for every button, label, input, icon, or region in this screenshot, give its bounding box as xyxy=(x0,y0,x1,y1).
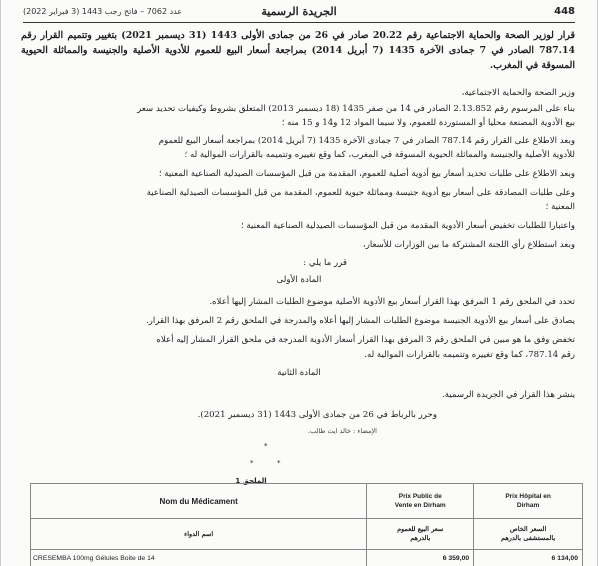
preamble-line: وبعد استطلاع رأي اللجنة المشتركة ما بين الوزارات للأسعار، xyxy=(362,240,575,250)
preamble-line: المعنية ؛ xyxy=(545,202,575,212)
header-hospital-price xyxy=(474,484,583,519)
header-public-price xyxy=(367,484,474,519)
table-row xyxy=(31,550,583,566)
article-1-heading: المادة الأولى xyxy=(276,275,322,285)
preamble-line: بناء على المرسوم رقم 2.13.852 الصادر في 14 من صفر 1435 (18 ديسمبر 2013) المتعلق بشروط وكيفيات تحديد سعر xyxy=(137,104,575,114)
decree-title: قرار لوزير الصحة والحماية الاجتماعية رقم 20.22 صادر في 26 من جمادى الأولى 1443 (31 ديسمبر 2021) بتغيير وتتميم القرار رقم 787.14 الصادر في 7 جمادى الآخرة 1435 (7 أبريل 2014) بمراجعة أسعار البيع للعموم للأدوية الأصلية والجنيسة والمماثلة الحيوية المسوقة في المغرب. xyxy=(21,30,575,71)
table-header-row-ar xyxy=(31,519,583,550)
article-2-heading: المادة الثانية xyxy=(277,368,321,378)
header-public-price-line: Vente en Dirham xyxy=(394,502,446,509)
separator-star: * xyxy=(277,459,281,467)
table-header-row xyxy=(31,484,583,519)
article-1-line: رقم 787.14، كما وقع تغييره وتتميمه بالقرارات الموالية له. xyxy=(364,350,575,360)
preamble-line: وبعد الاطلاع على طلبات تحديد أسعار بيع أدوية أصلية للعموم، المقدمة من قبل المؤسسات الصيدلية الصناعية المعنية ؛ xyxy=(158,169,575,179)
header-public-price-ar-line: بالدرهم xyxy=(410,534,431,542)
issue-info: عدد 7062 – فاتح رجب 1443 (3 فبراير 2022) xyxy=(23,7,183,16)
signature: الإمضاء : خالد ايت طالب. xyxy=(307,427,377,435)
preamble-line: وبعد الاطلاع على القرار رقم 787.14 الصادر في 7 جمادى الآخرة 1435 (7 أبريل 2014) بمراجعة أسعار البيع للعموم xyxy=(158,136,575,146)
hospital-price-cell: 6 134,00 xyxy=(474,550,583,566)
annexe-title: الملحق 1 xyxy=(235,477,267,485)
header-hospital-price-ar xyxy=(474,519,583,550)
header-medicine-name: Nom du Médicament xyxy=(31,484,367,519)
preamble-line: بيع الأدوية المصنعة محليا أو المستوردة للعموم، ولا سيما المواد 12 و14 و 15 منه ؛ xyxy=(281,118,575,128)
article-1-line: تحدد في الملحق رقم 1 المرفق بهذا القرار أسعار بيع الأدوية الأصلية موضوع الطلبات المشار إليها أعلاه. xyxy=(209,297,575,307)
header-public-price-ar-line: سعر البيع للعموم xyxy=(397,525,444,533)
header-hospital-price-ar-line: السعر الخاص xyxy=(509,525,547,533)
header-public-price-ar xyxy=(367,519,474,550)
separator-star: * xyxy=(264,442,268,450)
page-header xyxy=(23,6,575,23)
medicine-name-cell: CRESEMBA 100mg Gélules Boite de 14 xyxy=(31,550,367,566)
decision-line: قرر ما يلي : xyxy=(303,258,347,268)
separator-star: * xyxy=(250,459,254,467)
public-price-cell: 6 359,00 xyxy=(367,550,474,566)
header-hospital-price-line: Dirham xyxy=(516,502,540,509)
header-hospital-price-ar-line: بالمستشفى بالدرهم xyxy=(501,534,556,542)
preamble-line: للأدوية الأصلية والجنيسة والمماثلة الحيوية المسوقة في المغرب، كما وقع تغييره وتتميمه بالقرارات الموالية له ؛ xyxy=(184,150,575,160)
article-2-line: ينشر هذا القرار في الجريدة الرسمية. xyxy=(442,390,575,400)
header-medicine-name-ar: اسم الدواء xyxy=(31,519,367,550)
price-table xyxy=(30,483,583,566)
preamble-line: واعتبارا للطلبات تخفيض أسعار الأدوية المقدمة من قبل المؤسسات الصيدلية الصناعية المعنية ؛ xyxy=(240,221,575,231)
closing-line: وحرر بالرباط في 26 من جمادى الأولى 1443 (31 ديسمبر 2021). xyxy=(197,410,437,420)
journal-title: الجريدة الرسمية xyxy=(261,5,337,18)
header-hospital-price-line: Prix Hôpital en xyxy=(505,493,551,500)
header-public-price-line: Prix Public de xyxy=(398,493,442,500)
article-1-line: يصادق على أسعار بيع الأدوية الجنيسة موضوع الطلبات المشار إليها أعلاه والمدرجة في الملحق رقم 2 المرفق بهذا القرار. xyxy=(145,316,575,326)
minister-line: وزير الصحة والحماية الاجتماعية، xyxy=(461,88,575,98)
preamble-line: وعلى طلبات المصادقة على أسعار بيع أدوية جنيسة ومماثلة حيوية للعموم، المقدمة من قبل المؤسسات الصيدلية الصناعية xyxy=(146,188,575,198)
article-1-line: تخفض وفق ما هو مبين في الملحق رقم 3 المرفق بهذا القرار أسعار الأدوية المدرجة في ملحق القرار المشار إليه أعلاه xyxy=(156,335,575,345)
page-number: 448 xyxy=(554,6,575,17)
